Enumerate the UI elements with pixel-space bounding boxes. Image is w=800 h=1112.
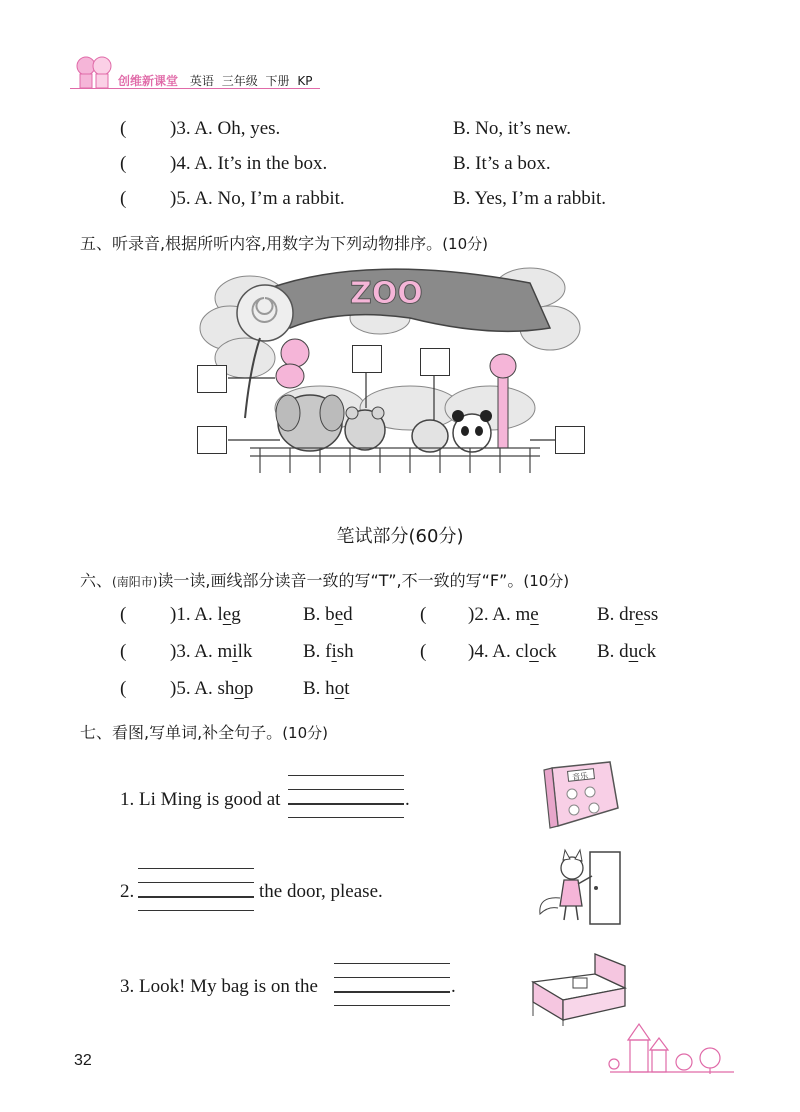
header-logo xyxy=(72,52,116,90)
writing-line[interactable] xyxy=(334,991,450,993)
volume: 下册 xyxy=(265,74,290,88)
order-box[interactable] xyxy=(420,348,450,376)
castle-decoration xyxy=(600,1020,740,1075)
section6-score: (10分) xyxy=(523,572,570,590)
option-b: B. hot xyxy=(303,678,350,699)
order-box[interactable] xyxy=(197,426,227,454)
writing-line[interactable] xyxy=(334,1005,450,1006)
section5-title: 五、听录音,根据所听内容,用数字为下列动物排序。 xyxy=(80,234,443,253)
writing-line[interactable] xyxy=(288,789,404,790)
writing-line[interactable] xyxy=(138,910,254,911)
option-a: )3. A. milk xyxy=(170,641,253,662)
bed-image xyxy=(525,948,630,1026)
section6-prefix: 六、 xyxy=(80,571,113,590)
option-a: )4. A. clock xyxy=(468,641,557,662)
option-b: B. duck xyxy=(597,641,657,662)
section7-title: 七、看图,写单词,补全句子。 xyxy=(80,723,283,742)
q1-period: . xyxy=(405,789,410,810)
series-name: 创维新课堂 xyxy=(118,74,179,88)
option-a: )2. A. me xyxy=(468,604,539,625)
answer-paren[interactable]: ( xyxy=(420,641,427,662)
header-text xyxy=(118,72,312,89)
writing-line[interactable] xyxy=(138,882,254,883)
zoo-sign-text: ZOO xyxy=(350,276,423,311)
option-a: )4. A. It’s in the box. xyxy=(170,153,328,174)
writing-line[interactable] xyxy=(288,803,404,805)
answer-paren[interactable]: ( xyxy=(120,641,127,662)
page-number: 32 xyxy=(74,1052,92,1069)
zoo-illustration xyxy=(190,258,600,478)
writing-line[interactable] xyxy=(288,775,404,776)
section5-score: (10分) xyxy=(442,235,488,253)
subject: 英语 xyxy=(189,74,214,88)
grade: 三年级 xyxy=(221,74,258,88)
edition: KP xyxy=(297,74,313,88)
option-a: )5. A. shop xyxy=(170,678,254,699)
writing-line[interactable] xyxy=(138,896,254,898)
section5-heading xyxy=(80,231,488,254)
answer-paren[interactable]: ( xyxy=(120,153,127,174)
book-title: 音乐 xyxy=(571,771,589,782)
section7-score: (10分) xyxy=(282,724,328,742)
q3-text: 3. Look! My bag is on the xyxy=(120,976,318,997)
q2-number: 2. xyxy=(120,881,135,902)
section6-heading xyxy=(80,568,569,591)
answer-paren[interactable]: ( xyxy=(120,678,127,699)
music-book-image xyxy=(538,760,622,830)
option-b: B. fish xyxy=(303,641,354,662)
written-part-title: 笔试部分(60分) xyxy=(336,526,464,547)
option-b: B. No, it’s new. xyxy=(453,118,572,139)
answer-paren[interactable]: ( xyxy=(120,188,127,209)
writing-line[interactable] xyxy=(334,977,450,978)
writing-line[interactable] xyxy=(334,963,450,964)
option-b: B. dress xyxy=(597,604,659,625)
option-b: B. bed xyxy=(303,604,353,625)
region-tag: (南阳市) xyxy=(112,575,158,589)
order-box[interactable] xyxy=(555,426,585,454)
writing-line[interactable] xyxy=(288,817,404,818)
option-b: B. Yes, I’m a rabbit. xyxy=(453,188,607,209)
writing-line[interactable] xyxy=(138,868,254,869)
answer-paren[interactable]: ( xyxy=(120,604,127,625)
close-door-image xyxy=(530,848,625,928)
section7-heading xyxy=(80,720,328,743)
section6-title: 读一读,画线部分读音一致的写“T”,不一致的写“F”。 xyxy=(157,571,524,590)
order-box[interactable] xyxy=(197,365,227,393)
option-b: B. It’s a box. xyxy=(453,153,551,174)
option-a: )3. A. Oh, yes. xyxy=(170,118,281,139)
answer-paren[interactable]: ( xyxy=(420,604,427,625)
q3-period: . xyxy=(451,976,456,997)
q2-text: the door, please. xyxy=(259,881,383,902)
order-box[interactable] xyxy=(352,345,382,373)
option-a: )1. A. leg xyxy=(170,604,241,625)
option-a: )5. A. No, I’m a rabbit. xyxy=(170,188,345,209)
q1-text: 1. Li Ming is good at xyxy=(120,789,281,810)
answer-paren[interactable]: ( xyxy=(120,118,127,139)
